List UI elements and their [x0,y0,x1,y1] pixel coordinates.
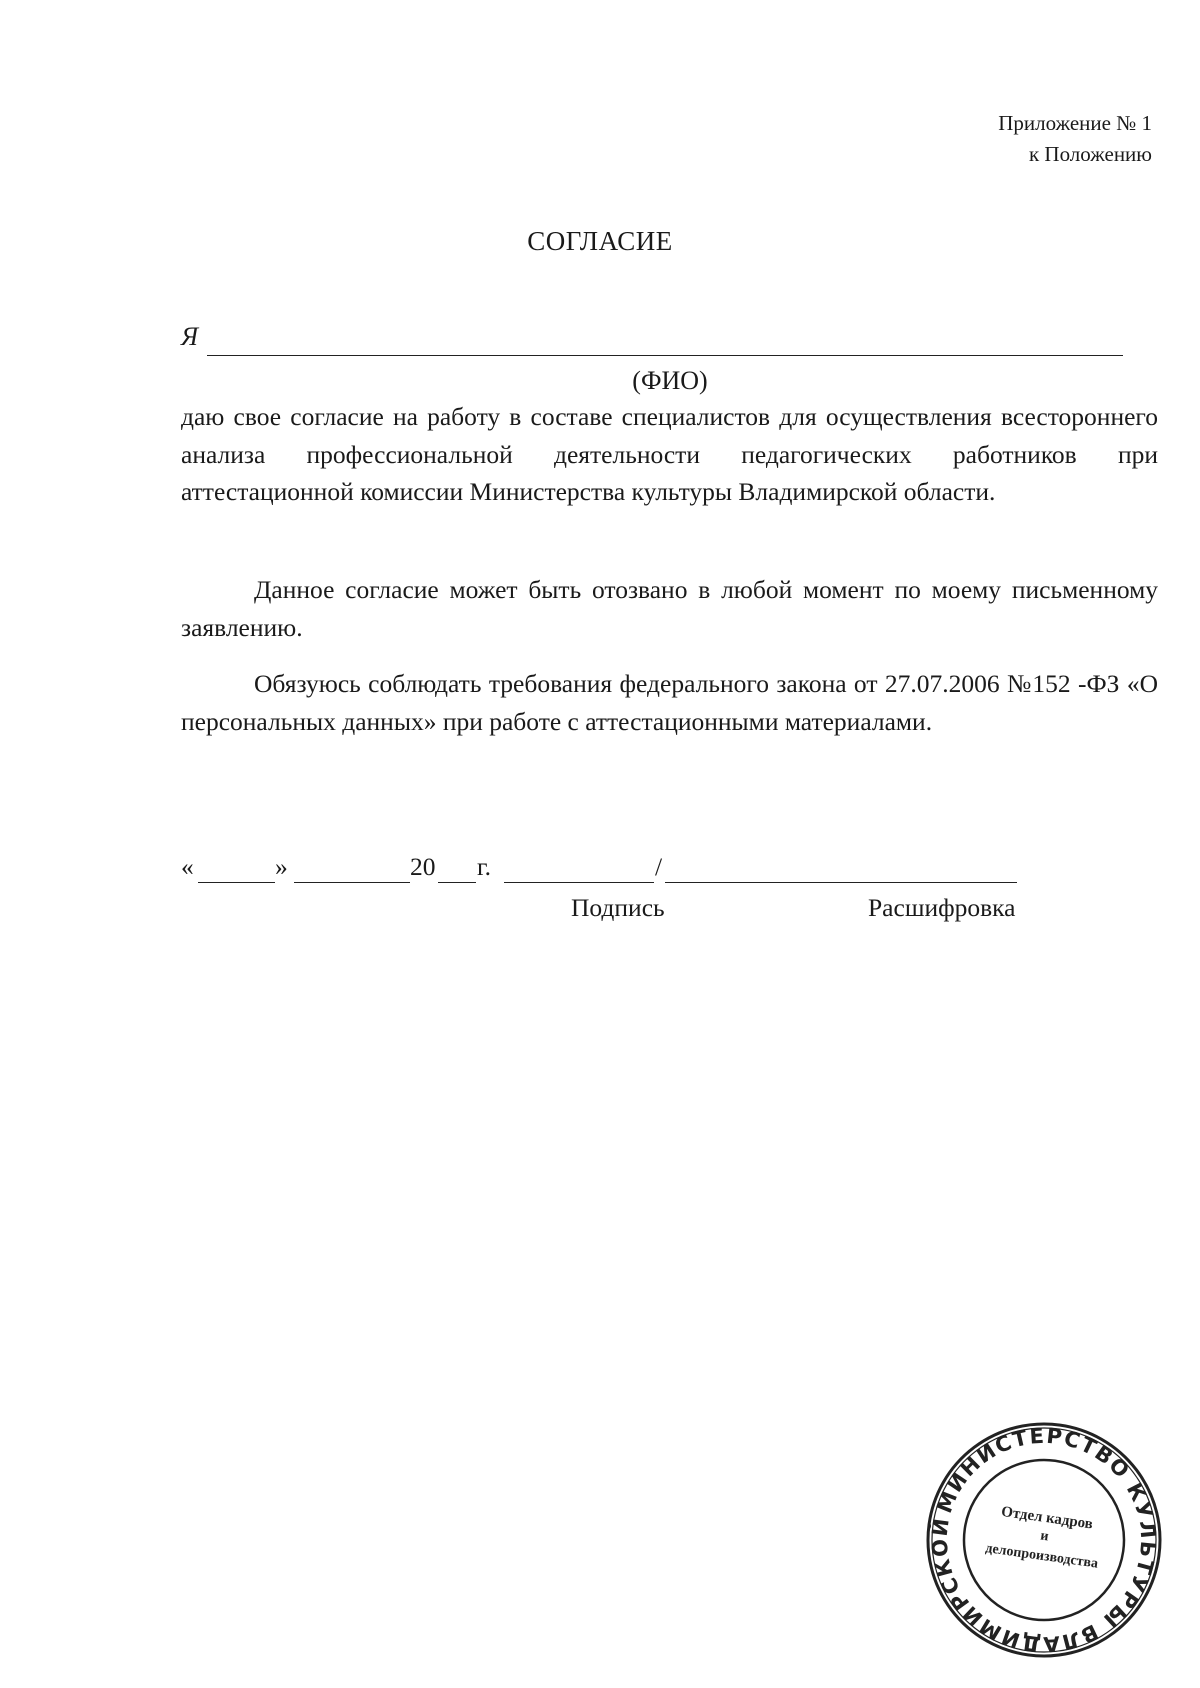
revocation-paragraph: Данное согласие может быть отозвано в любой момент по моему письменному заявлению. [181,575,1158,642]
document-title: СОГЛАСИЕ [527,226,673,256]
day-field[interactable] [198,882,275,883]
fio-underline [207,355,1123,356]
stamp-inner-line2: и [1039,1528,1050,1545]
official-stamp-icon [924,1420,1164,1660]
appendix-number: Приложение № 1 [998,111,1152,135]
appendix-header [998,108,1152,170]
obligation-paragraph: Обязуюсь соблюдать требования федерального закона от 27.07.2006 №152 -ФЗ «О персональных данных» при работе с аттестационными материалами. [181,669,1158,736]
month-field[interactable] [294,882,410,883]
signature-label: Подпись [571,893,665,922]
slash-separator: / [655,852,663,881]
quote-close: » [275,852,288,881]
stamp-inner-line3: делопроизводства [984,1541,1099,1572]
quote-open: « [181,852,194,881]
decode-field[interactable] [665,882,1017,883]
stamp-outer-text: МИНИСТЕРСТВО КУЛЬТУРЫ ВЛАДИМИРСКОЙ [927,1423,1161,1657]
fio-caption: (ФИО) [632,366,708,395]
fio-prefix: Я [181,322,199,351]
year-field[interactable] [438,882,476,883]
decode-label: Расшифровка [868,893,1016,922]
appendix-reference: к Положению [1028,142,1152,166]
fio-field[interactable] [181,322,1139,362]
signature-row [181,852,1101,888]
signature-field[interactable] [504,882,654,883]
consent-paragraph: даю свое согласие на работу в составе специалистов для осуществления всестороннего анализа профессиональной деятельности педагогических работников при аттестационной комиссии Министерства культуры Владимирской области. [181,402,1158,506]
stamp-inner-line1: Отдел кадров [1000,1503,1094,1533]
year-prefix: 20 [410,852,436,881]
year-suffix: г. [477,852,491,881]
